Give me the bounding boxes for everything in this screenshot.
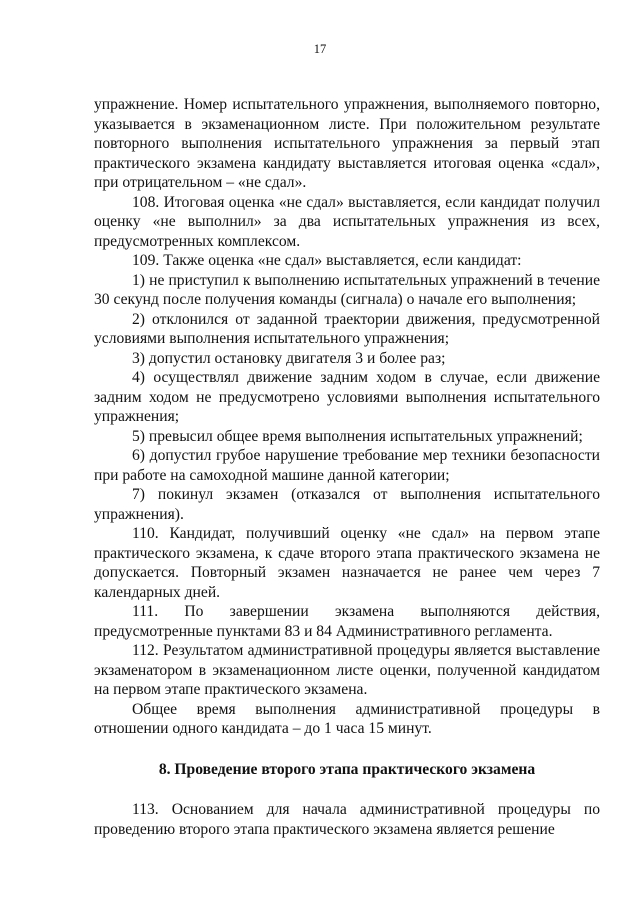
paragraph-113: 113. Основанием для начала административной процедуры по проведению второго этапа практического экзамена является решение: [94, 801, 600, 838]
paragraph-109: 109. Также оценка «не сдал» выставляется, если кандидат:: [132, 252, 522, 269]
paragraph-continuation: упражнение. Номер испытательного упражнения, выполняемого повторно, указывается в экзаменационном листе. При положительном результате повторного выполнения испытательного упражнения за первый этап практического экзамена кандидату выставляется итоговая оценка «сдал», при отрицательном – «не сдал».: [94, 96, 600, 191]
paragraph-111: 111. По завершении экзамена выполняются действия, предусмотренные пунктами 83 и 84 Административного регламента.: [94, 603, 600, 640]
paragraph-112: 112. Результатом административной процедуры является выставление экзаменатором в экзаменационном листе оценки, полученной кандидатом на первом этапе практического экзамена.: [94, 642, 600, 698]
document-body: [94, 95, 600, 839]
list-item-5: 5) превысил общее время выполнения испытательных упражнений;: [132, 427, 583, 445]
list-item-3: 3) допустил остановку двигателя 3 и более раз;: [132, 349, 446, 367]
section-heading: 8. Проведение второго этапа практического экзамена: [158, 760, 536, 778]
list-item-6: 6) допустил грубое нарушение требование мер техники безопасности при работе на самоходной машине данной категории;: [94, 447, 600, 484]
paragraph-110: 110. Кандидат, получивший оценку «не сдал» на первом этапе практического экзамена, к сдаче второго этапа практического экзамена не допускается. Повторный экзамен назначается не ранее чем через 7 календарных дней.: [94, 525, 600, 601]
paragraph-total-time: Общее время выполнения административной процедуры в отношении одного кандидата – до 1 часа 15 минут.: [94, 700, 600, 737]
list-item-1: 1) не приступил к выполнению испытательных упражнений в течение 30 секунд после получения команды (сигнала) о начале его выполнения;: [94, 271, 600, 308]
list-item-7: 7) покинул экзамен (отказался от выполнения испытательного упражнения).: [94, 486, 600, 523]
list-item-4: 4) осуществлял движение задним ходом в случае, если движение задним ходом не предусмотрено условиями выполнения испытательного упражнения;: [94, 369, 600, 425]
paragraph-108: 108. Итоговая оценка «не сдал» выставляется, если кандидат получил оценку «не выполнил» за два испытательных упражнения из всех, предусмотренных комплексом.: [94, 193, 600, 250]
page-number: 17: [313, 42, 327, 56]
list-item-2: 2) отклонился от заданной траектории движения, предусмотренной условиями выполнения испытательного упражнения;: [94, 310, 600, 347]
